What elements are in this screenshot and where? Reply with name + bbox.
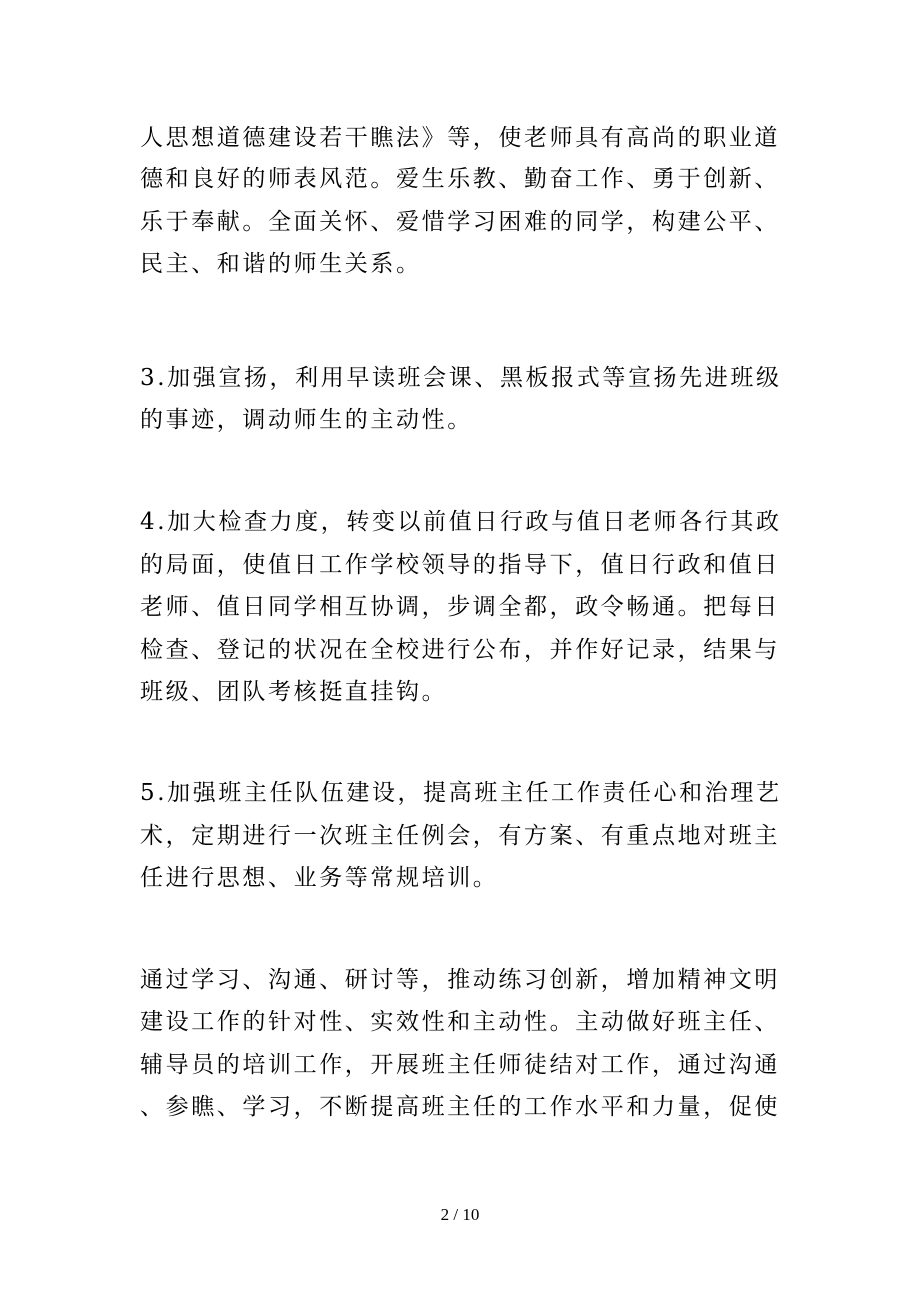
paragraph-4-line-2: 术，定期进行一次班主任例会，有方案、有重点地对班主 <box>140 823 780 849</box>
paragraph-2-line-2: 的事迹，调动师生的主动性。 <box>140 407 473 433</box>
paragraph-5-line-1: 通过学习、沟通、研讨等，推动练习创新，增加精神文明 <box>140 967 780 993</box>
paragraph-1-line-4: 民主、和谐的师生关系。 <box>140 251 422 277</box>
paragraph-4-line-3: 任进行思想、业务等常规培训。 <box>140 865 499 891</box>
paragraph-3-line-2: 的局面，使值日工作学校领导的指导下，值日行政和值日 <box>140 552 780 578</box>
paragraph-1-line-1: 人思想道德建设若干瞧法》等，使老师具有高尚的职业道 <box>140 125 780 151</box>
paragraph-5-line-3: 辅导员的培训工作，开展班主任师徒结对工作，通过沟通 <box>140 1052 780 1078</box>
paragraph-4-line-1: 5.加强班主任队伍建设，提高班主任工作责任心和治理艺 <box>140 780 782 806</box>
paragraph-3-line-4: 检查、登记的状况在全校进行公布，并作好记录，结果与 <box>140 637 780 663</box>
paragraph-3-line-1: 4.加大检查力度，转变以前值日行政与值日老师各行其政 <box>140 509 782 535</box>
page-number: 2 / 10 <box>440 1205 480 1224</box>
paragraph-3-line-3: 老师、值日同学相互协调，步调全都，政令畅通。把每日 <box>140 594 780 620</box>
paragraph-3-line-5: 班级、团队考核挺直挂钩。 <box>140 679 448 705</box>
paragraph-1-line-3: 乐于奉献。全面关怀、爱惜学习困难的同学，构建公平、 <box>140 209 780 235</box>
paragraph-5-line-2: 建设工作的针对性、实效性和主动性。主动做好班主任、 <box>140 1009 780 1035</box>
paragraph-1-line-2: 德和良好的师表风范。爱生乐教、勤奋工作、勇于创新、 <box>140 166 780 192</box>
paragraph-5-line-4: 、参瞧、学习，不断提高班主任的工作水平和力量，促使 <box>140 1094 780 1120</box>
paragraph-2-line-1: 3.加强宣扬，利用早读班会课、黑板报式等宣扬先进班级 <box>140 365 782 391</box>
